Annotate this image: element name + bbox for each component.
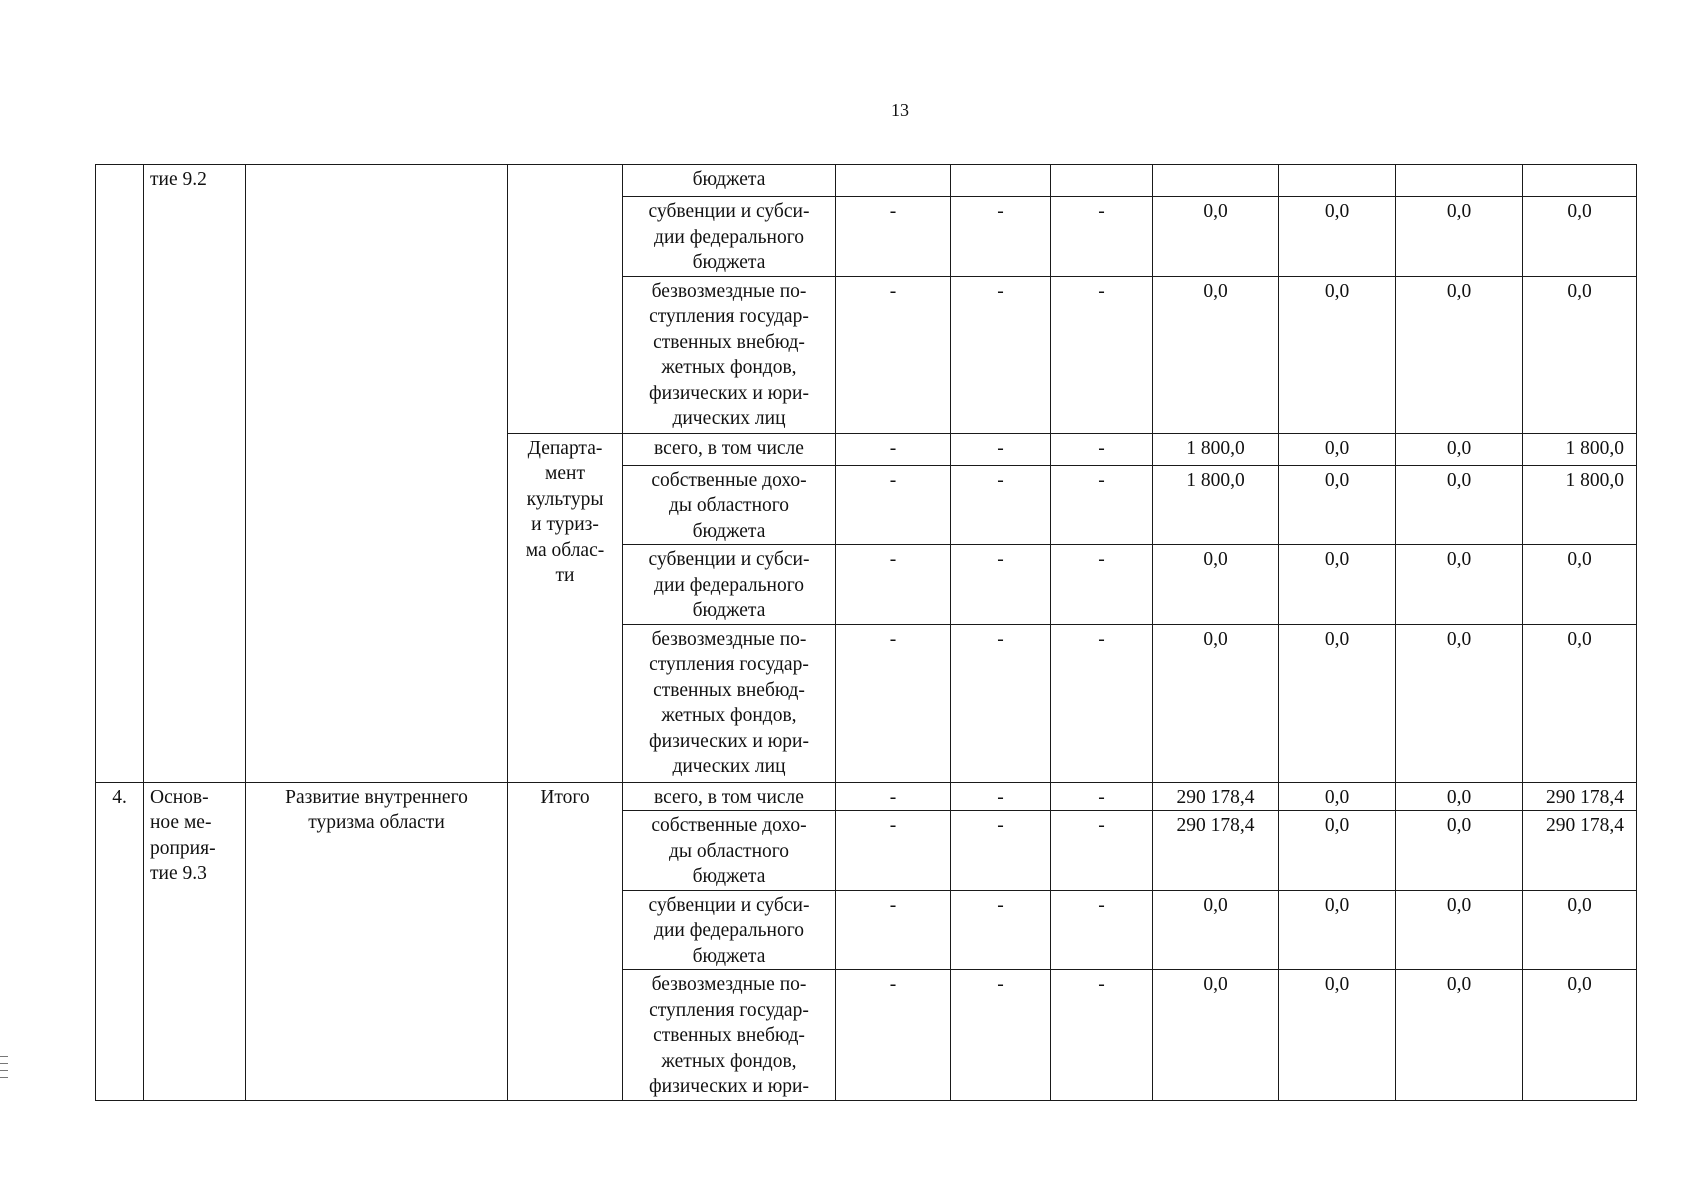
table-row: собственные дохо- ды областного бюджета - - - 1 800,0 0,0 0,0 1 800,0 <box>96 465 1637 545</box>
page-number: 13 <box>891 100 909 120</box>
scan-margin-marks <box>0 1056 8 1084</box>
cell-source: всего, в том числе <box>623 782 836 811</box>
table-row <box>96 165 1637 197</box>
cell-executor: Департа- мент культуры и туриз- ма облас- ти <box>508 433 623 782</box>
cell-source: собственные дохо- ды областного бюджета <box>623 465 836 545</box>
table-row: собственные дохо- ды областного бюджета - - - 290 178,4 0,0 0,0 290 178,4 <box>96 811 1637 891</box>
cell-source: субвенции и субси- дии федерального бюджета <box>623 890 836 970</box>
cell-name: Развитие внутреннего туризма области <box>246 782 508 1100</box>
table-row: субвенции и субси- дии федерального бюджета - - - 0,0 0,0 0,0 0,0 <box>96 890 1637 970</box>
cell-number: 4. <box>96 782 144 1100</box>
cell-source: собственные дохо- ды областного бюджета <box>623 811 836 891</box>
table-row: безвозмездные по- ступления государ- ственных внебюд- жетных фондов, физических и юри- дических лиц - - - 0,0 0,0 0,0 0,0 <box>96 624 1637 782</box>
cell-source: безвозмездные по- ступления государ- ственных внебюд- жетных фондов, физических и юри- дических лиц <box>623 276 836 433</box>
table-row: субвенции и субси- дии федерального бюджета - - - 0,0 0,0 0,0 0,0 <box>96 545 1637 625</box>
budget-table <box>95 164 1637 1101</box>
table-row: субвенции и субси- дии федерального бюджета - - - 0,0 0,0 0,0 0,0 <box>96 197 1637 277</box>
cell-executor <box>508 165 623 434</box>
cell-status: Основ- ное ме- роприя- тие 9.3 <box>144 782 246 1100</box>
cell-number <box>96 165 144 783</box>
table-row: 4. Основ- ное ме- роприя- тие 9.3 Развитие внутреннего туризма области Итого всего, в том числе - - - 290 178,4 0,0 0,0 290 178,4 <box>96 782 1637 811</box>
cell-source: безвозмездные по- ступления государ- ственных внебюд- жетных фондов, физических и юри- <box>623 970 836 1101</box>
table-row: Департа- мент культуры и туриз- ма облас- ти всего, в том числе - - - 1 800,0 0,0 0,0 1 800,0 <box>96 433 1637 465</box>
cell-executor: Итого <box>508 782 623 1100</box>
cell-source: субвенции и субси- дии федерального бюджета <box>623 545 836 625</box>
cell-source: всего, в том числе <box>623 433 836 465</box>
cell-name <box>246 165 508 783</box>
cell-source: бюджета <box>623 165 836 197</box>
cell-source: субвенции и субси- дии федерального бюджета <box>623 197 836 277</box>
table-row: безвозмездные по- ступления государ- ственных внебюд- жетных фондов, физических и юри- дических лиц - - - 0,0 0,0 0,0 0,0 <box>96 276 1637 433</box>
cell-status: тие 9.2 <box>144 165 246 783</box>
cell-source: безвозмездные по- ступления государ- ственных внебюд- жетных фондов, физических и юри- дических лиц <box>623 624 836 782</box>
table-row: безвозмездные по- ступления государ- ственных внебюд- жетных фондов, физических и юри- - - - 0,0 0,0 0,0 0,0 <box>96 970 1637 1101</box>
